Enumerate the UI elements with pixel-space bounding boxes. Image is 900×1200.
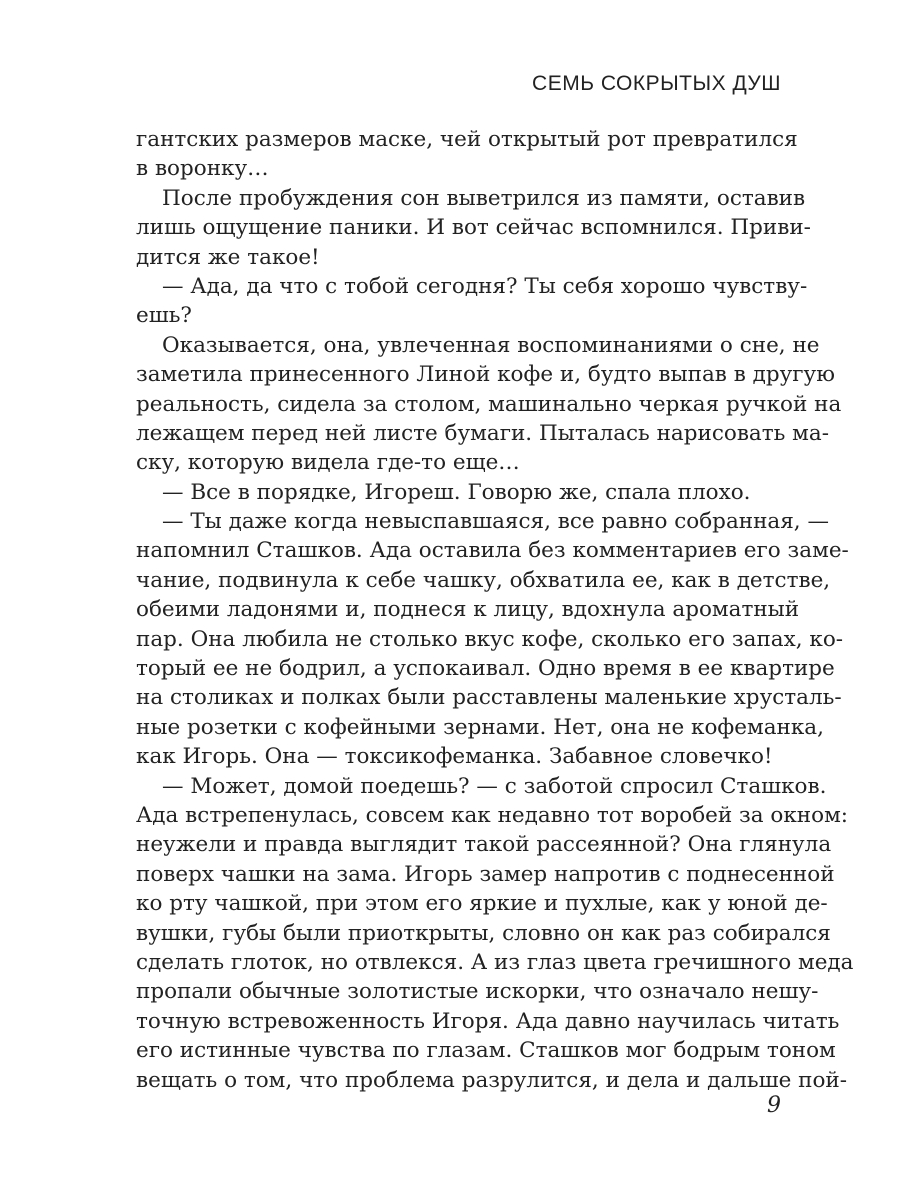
text-line: ко рту чашкой, при этом его яркие и пухлые, как у юной де- <box>136 891 828 917</box>
text-line: пропали обычные золотистые искорки, что означало нешу- <box>136 979 819 1005</box>
text-line: на столиках и полках были расставлены маленькие хрусталь- <box>136 685 842 711</box>
text-line: заметила принесенного Линой кофе и, будто выпав в другую <box>136 362 835 388</box>
text-line: пар. Она любила не столько вкус кофе, сколько его запах, ко- <box>136 626 844 652</box>
text-line: поверх чашки на зама. Игорь замер напротив с поднесенной <box>136 861 835 887</box>
text-line: чание, подвинула к себе чашку, обхватила ее, как в детстве, <box>136 567 831 593</box>
text-line: обеими ладонями и, поднеся к лицу, вдохнула ароматный <box>136 597 800 623</box>
text-line: лежащем перед ней листе бумаги. Пыталась нарисовать ма- <box>136 420 829 446</box>
text-line: в воронку… <box>136 156 269 182</box>
text-line: гантских размеров маске, чей открытый рот превратился <box>136 127 798 152</box>
text-line: лишь ощущение паники. И вот сейчас вспомнился. Приви- <box>136 215 811 241</box>
text-line: Оказывается, она, увлеченная воспоминаниями о сне, не <box>162 332 820 358</box>
text-line: дится же такое! <box>136 244 320 270</box>
text-line: После пробуждения сон выветрился из памяти, оставив <box>162 185 806 211</box>
text-line: вушки, губы были приоткрыты, словно он как раз собирался <box>136 920 831 946</box>
text-line: точную встревоженность Игоря. Ада давно научилась читать <box>136 1008 840 1034</box>
text-line: неужели и правда выглядит такой рассеянной? Она глянула <box>136 832 832 858</box>
text-line: ные розетки с кофейными зернами. Нет, она не кофеманка, <box>136 714 824 740</box>
text-line: — Ада, да что с тобой сегодня? Ты себя хорошо чувству- <box>162 273 808 299</box>
text-line: — Все в порядке, Игореш. Говорю же, спала плохо. <box>162 479 751 505</box>
text-line: Ада встрепенулась, совсем как недавно тот воробей за окном: <box>136 802 849 828</box>
text-line: как Игорь. Она — токсикофеманка. Забавное словечко! <box>136 744 773 770</box>
text-line: — Ты даже когда невыспавшаяся, все равно собранная, — <box>162 509 829 535</box>
text-line: торый ее не бодрил, а успокаивал. Одно время в ее квартире <box>136 656 835 682</box>
page-number: 9 <box>767 1093 781 1118</box>
text-line: сделать глоток, но отвлекся. А из глаз цвета гречишного меда <box>136 949 854 975</box>
body-text <box>136 125 854 1095</box>
text-line: напомнил Сташков. Ада оставила без комментариев его заме- <box>136 538 849 564</box>
text-line: — Может, домой поедешь? — с заботой спросил Сташков. <box>162 773 827 799</box>
text-line: его истинные чувства по глазам. Сташков мог бодрым тоном <box>136 1038 836 1064</box>
running-head: СЕМЬ СОКРЫТЫХ ДУШ <box>532 72 781 95</box>
text-line: ску, которую видела где-то еще… <box>136 450 520 476</box>
text-line: вещать о том, что проблема разрулится, и дела и дальше пой- <box>136 1067 848 1093</box>
text-line: реальность, сидела за столом, машинально черкая ручкой на <box>136 391 842 417</box>
text-line: ешь? <box>136 303 192 329</box>
